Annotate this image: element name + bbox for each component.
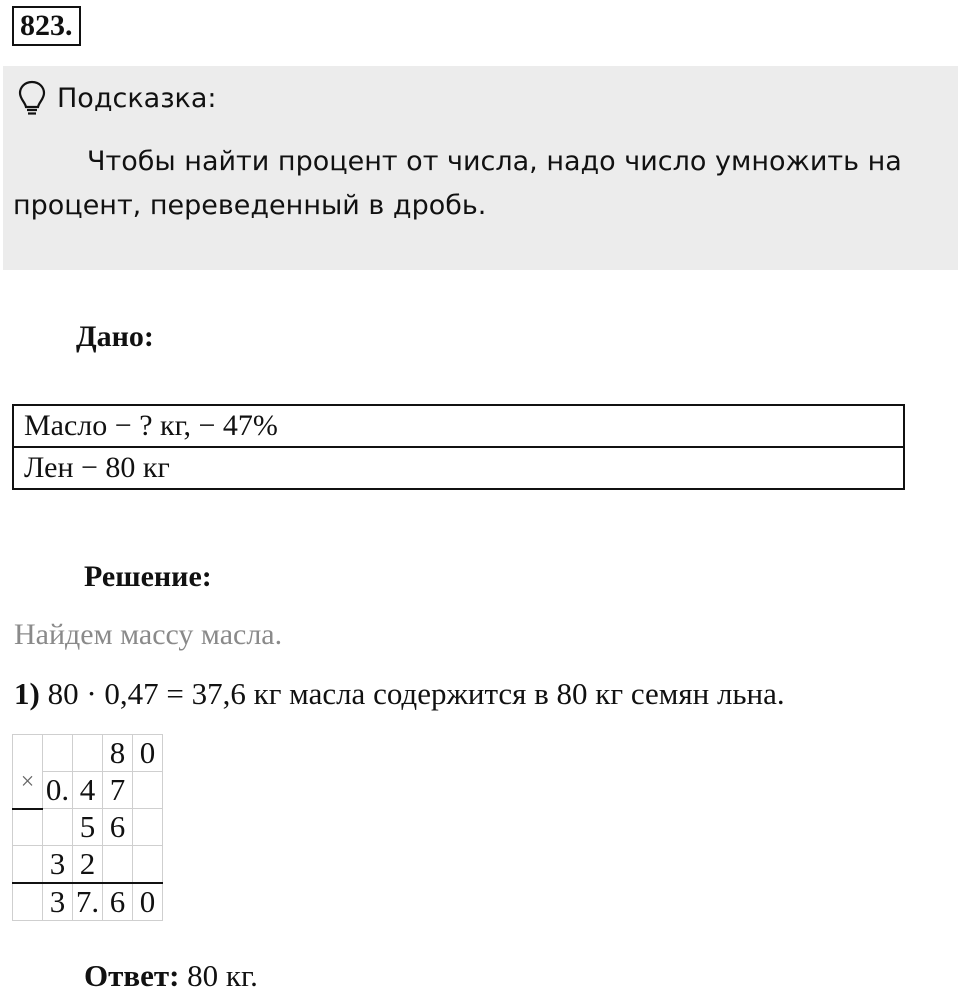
- grid-cell: 0: [133, 883, 163, 921]
- given-cell: Масло − ? кг, − 47%: [13, 405, 904, 447]
- grid-cell: [13, 846, 43, 884]
- grid-row: [13, 735, 163, 772]
- hint-title: Подсказка:: [57, 82, 217, 114]
- grid-cell: [43, 809, 73, 846]
- grid-cell: [43, 735, 73, 772]
- multiply-sign: ×: [13, 735, 43, 809]
- hint-box: [3, 66, 958, 270]
- step-number: 1): [14, 676, 40, 711]
- lightbulb-icon: [17, 80, 47, 116]
- grid-cell: 3: [43, 846, 73, 884]
- grid-cell: [133, 809, 163, 846]
- grid-cell: 6: [103, 809, 133, 846]
- grid-cell: 0: [133, 735, 163, 772]
- grid-cell: 3: [43, 883, 73, 921]
- grid-cell: 7: [103, 772, 133, 809]
- solution-label: Решение:: [84, 560, 212, 593]
- grid-cell: [103, 846, 133, 884]
- grid-cell: 5: [73, 809, 103, 846]
- given-table: [12, 404, 905, 490]
- given-cell: Лен − 80 кг: [13, 447, 904, 489]
- given-label: Дано:: [76, 320, 154, 353]
- hint-title-row: [17, 78, 217, 118]
- grid-cell: [73, 735, 103, 772]
- grid-row: [13, 809, 163, 846]
- answer-label: Ответ:: [84, 958, 180, 993]
- grid-cell: 6: [103, 883, 133, 921]
- hint-text: Чтобы найти процент от числа, надо число умножить на процент, переведенный в дробь.: [13, 146, 902, 221]
- step-text: 80 · 0,47 = 37,6 кг масла содержится в 80 кг семян льна.: [47, 676, 785, 711]
- grid-cell: 4: [73, 772, 103, 809]
- answer-value: 80 кг.: [187, 958, 258, 993]
- multiplication-grid: [12, 734, 163, 921]
- grid-cell: [133, 772, 163, 809]
- grid-cell: 2: [73, 846, 103, 884]
- task-number: 823.: [12, 6, 81, 46]
- grid-cell: 7.: [73, 883, 103, 921]
- grid-cell: [13, 809, 43, 846]
- solution-note: Найдем массу масла.: [14, 618, 283, 651]
- grid-row: [13, 846, 163, 884]
- grid-cell: [133, 846, 163, 884]
- grid-cell: [13, 883, 43, 921]
- answer-line: [84, 958, 258, 994]
- grid-row: [13, 883, 163, 921]
- given-row: [13, 447, 904, 489]
- solution-step: [14, 676, 785, 712]
- grid-cell: 8: [103, 735, 133, 772]
- grid-cell: 0.: [43, 772, 73, 809]
- given-row: [13, 405, 904, 447]
